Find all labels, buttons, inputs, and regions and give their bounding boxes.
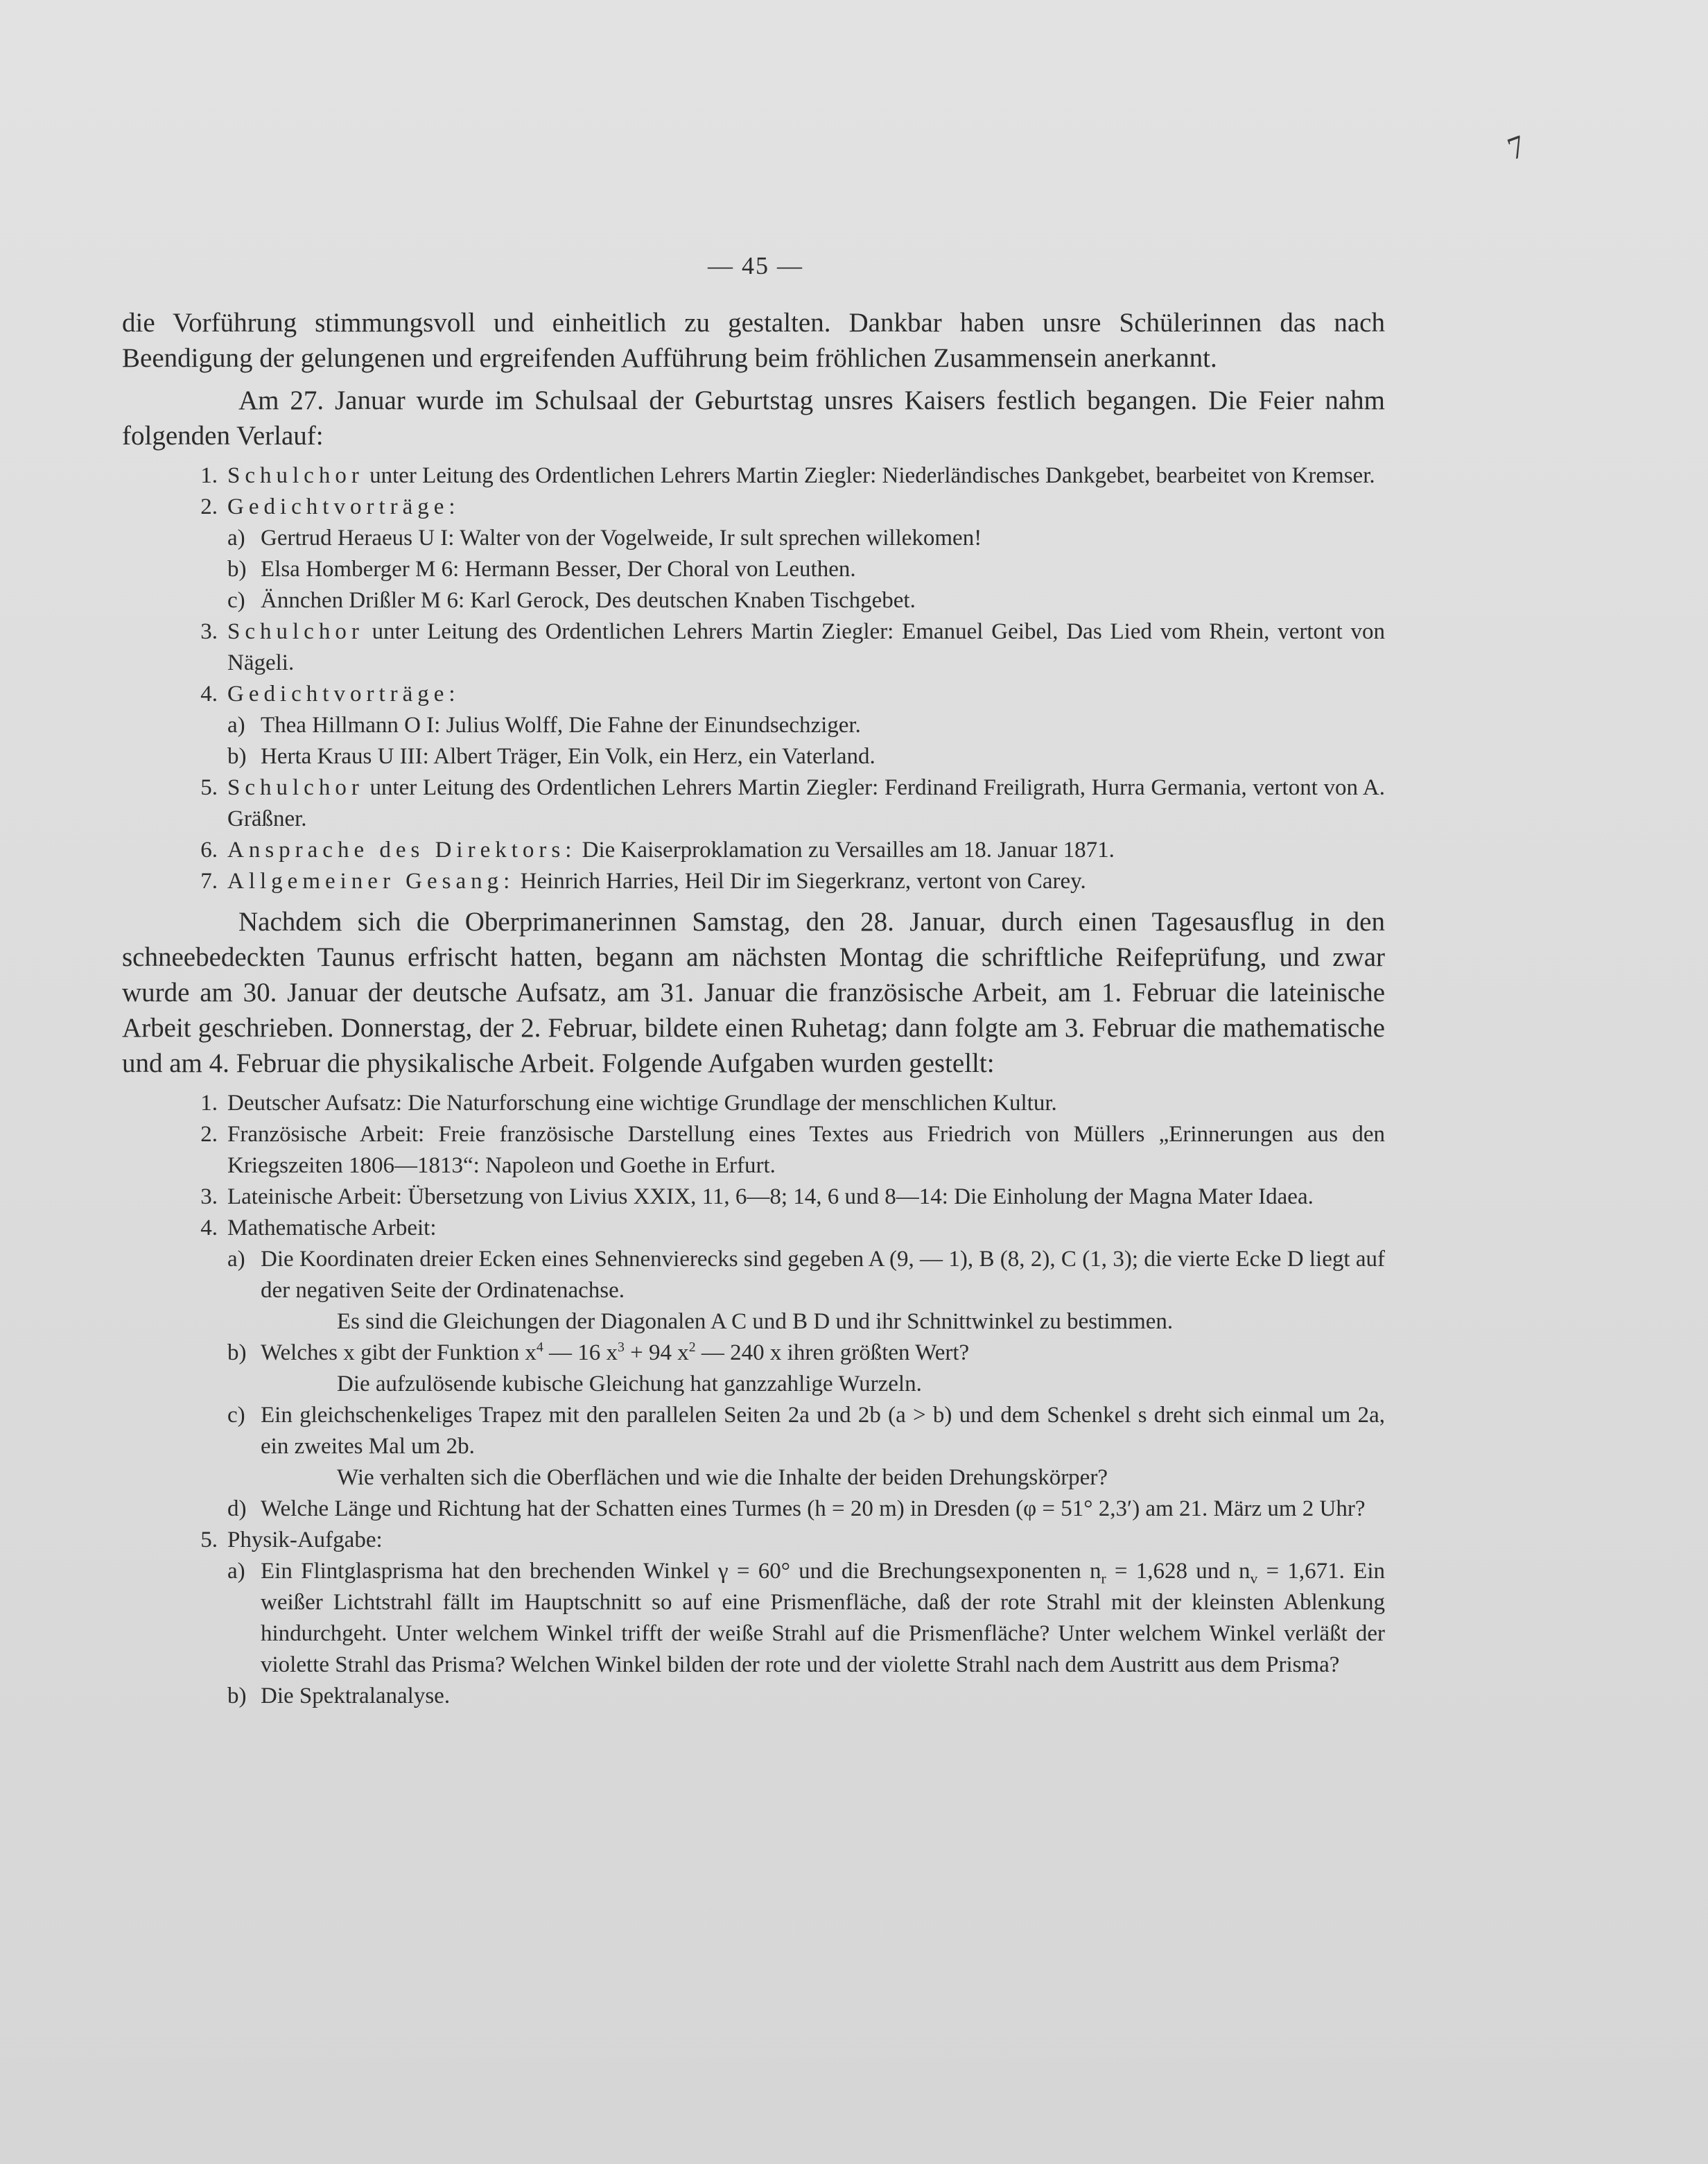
sub-item: a) Die Koordinaten dreier Ecken eines Sehnenvierecks sind gegeben A (9, — 1), B (8, 2), C (1, 3); die vierte Ecke D liegt auf der negativen Seite der Ordinatenachse. Es sind die Gleichungen der Diagonalen A C und B D und ihr Schnittwinkel zu bestimmen. bbox=[227, 1247, 1385, 1334]
page-number: — 45 — bbox=[708, 252, 803, 279]
sub-item: d) Welche Länge und Richtung hat der Schatten eines Turmes (h = 20 m) in Dresden (φ = 51° 2,3′) am 21. März um 2 Uhr? bbox=[227, 1496, 1366, 1521]
program-list bbox=[122, 460, 1385, 897]
list-item: 5. Physik-Aufgabe: bbox=[200, 1527, 383, 1552]
sub-item: c) Ein gleichschenkeliges Trapez mit den parallelen Seiten 2a und 2b (a > b) und dem Schenkel s dreht sich einmal um 2a, ein zweites Mal um 2b. Wie verhalten sich die Oberflächen und wie die Inhalte der beiden Drehungskörper? bbox=[227, 1403, 1385, 1490]
list-item: 2. Französische Arbeit: Freie französische Darstellung eines Textes aus Friedrich von Müllers „Erinnerungen aus den Kriegszeiten 1806—1813“: Napoleon und Goethe in Erfurt. bbox=[200, 1122, 1385, 1178]
list-item: 6. Ansprache des Direktors: Die Kaiserproklamation zu Versailles am 18. Januar 1871. bbox=[200, 838, 1115, 863]
intro-paragraph: die Vorführung stimmungsvoll und einheitlich zu gestalten. Dankbar haben unsre Schülerinnen das nach Beendigung der gelungenen und ergreifenden Aufführung beim fröhlichen Zusammensein anerkannt. bbox=[122, 308, 1385, 373]
list-item: 2. Gedichtvorträge: bbox=[200, 494, 460, 519]
list-item: 1. Schulchor unter Leitung des Ordentlichen Lehrers Martin Ziegler: Niederländisches Dankgebet, bearbeitet von Kremser. bbox=[200, 463, 1375, 488]
sub-item: a) Gertrud Heraeus U I: Walter von der Vogelweide, Ir sult sprechen willekomen! bbox=[227, 526, 982, 551]
list-item: 3. Lateinische Arbeit: Übersetzung von Livius XXIX, 11, 6—8; 14, 6 und 8—14: Die Einholung der Magna Mater Idaea. bbox=[200, 1184, 1314, 1209]
list-item: 7. Allgemeiner Gesang: Heinrich Harries, Heil Dir im Siegerkranz, vertont von Carey. bbox=[200, 869, 1086, 894]
sub-item: a) Ein Flintglasprisma hat den brechenden Winkel γ = 60° und die Brechungsexponenten $n_r = 1,628$ und $n_v = 1,671$. Ein weißer Lichtstrahl fällt im Hauptschnitt so auf eine Prismenfläche, daß der rote Strahl mit der kleinsten Ablenkung hindurchgeht. Unter welchem Winkel trifft der weiße Strahl auf die Prismenfläche? Unter welchem Winkel verläßt der violette Strahl das Prisma? Welchen Winkel bilden der rote und der violette Strahl nach dem Austritt aus dem Prisma? bbox=[227, 1559, 1385, 1677]
task-list bbox=[122, 1088, 1385, 1712]
celebration-paragraph: Am 27. Januar wurde im Schulsaal der Geburtstag unsres Kaisers festlich begangen. Die Feier nahm folgenden Verlauf: bbox=[122, 386, 1385, 451]
exam-paragraph: Nachdem sich die Oberprimanerinnen Samstag, den 28. Januar, durch einen Tagesausflug in den schneebedeckten Taunus erfrischt hatten, begann am nächsten Montag die schriftliche Reifeprüfung, und zwar wurde am 30. Januar der deutsche Aufsatz, am 31. Januar die französische Arbeit, am 1. Februar die lateinische Arbeit geschrieben. Donnerstag, der 2. Februar, bildete einen Ruhetag; dann folgte am 3. Februar die mathematische und am 4. Februar die physikalische Arbeit. Folgende Aufgaben wurden gestellt: bbox=[122, 907, 1385, 1078]
sub-item: b) Herta Kraus U III: Albert Träger, Ein Volk, ein Herz, ein Vaterland. bbox=[227, 744, 875, 769]
sub-item: b) Welches x gibt der Funktion $x^4$ — 16 $x^3 + 94$ $x^2$ — 240 x ihren größten Wert? Die aufzulösende kubische Gleichung hat ganzzahlige Wurzeln. bbox=[227, 1340, 970, 1396]
corner-mark: 7 bbox=[1502, 128, 1531, 167]
sub-item: b) Die Spektralanalyse. bbox=[227, 1683, 451, 1708]
list-item: 4. Gedichtvorträge: bbox=[200, 682, 460, 707]
sub-item: a) Thea Hillmann O I: Julius Wolff, Die Fahne der Einundsechziger. bbox=[227, 713, 861, 738]
sub-item: b) Elsa Homberger M 6: Hermann Besser, Der Choral von Leuthen. bbox=[227, 557, 856, 582]
page-body bbox=[122, 305, 1385, 1712]
function-formula: Welches x gibt der Funktion $x^4$ — 16 $x^3 + 94$ $x^2$ — 240 x ihren größten Wert? bbox=[261, 1340, 970, 1365]
sub-item: c) Ännchen Drißler M 6: Karl Gerock, Des deutschen Knaben Tischgebet. bbox=[227, 588, 916, 613]
list-item: 5. Schulchor unter Leitung des Ordentlichen Lehrers Martin Ziegler: Ferdinand Freiligrath, Hurra Germania, vertont von A. Gräßner. bbox=[200, 775, 1385, 831]
list-item: 3. Schulchor unter Leitung des Ordentlichen Lehrers Martin Ziegler: Emanuel Geibel, Das Lied vom Rhein, vertont von Nägeli. bbox=[200, 619, 1385, 675]
list-item: 4. Mathematische Arbeit: bbox=[200, 1215, 437, 1240]
list-item: 1. Deutscher Aufsatz: Die Naturforschung eine wichtige Grundlage der menschlichen Kultur. bbox=[200, 1091, 1057, 1116]
